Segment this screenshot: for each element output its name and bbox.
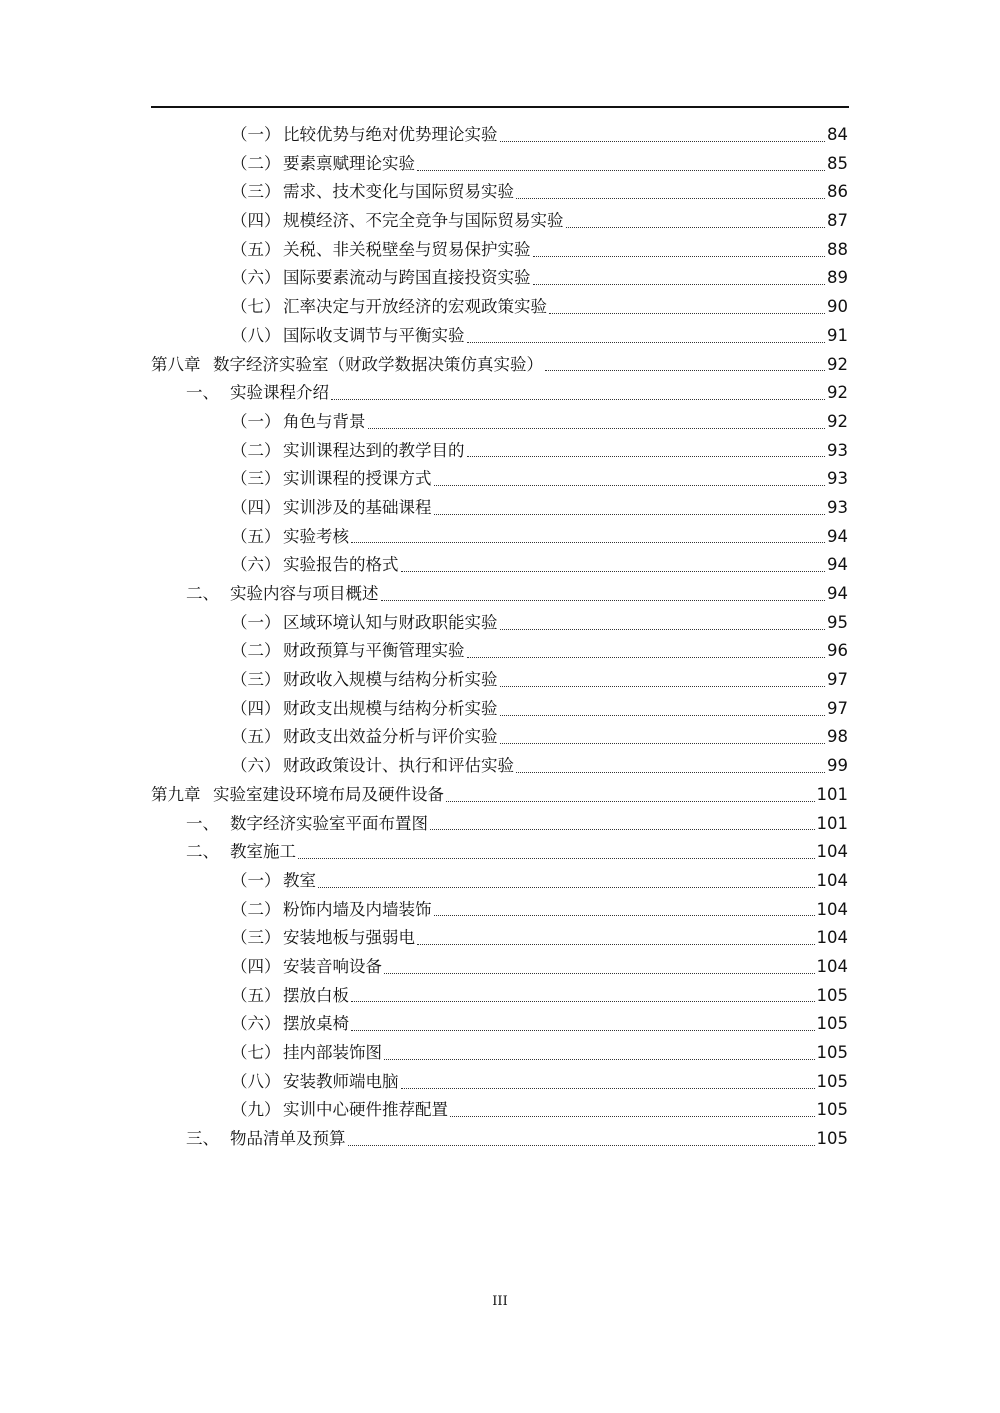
toc-entry-page: 105 [816,985,848,1005]
toc-entry[interactable] [151,121,848,150]
toc-entry-page: 104 [816,956,848,976]
toc-entry-title: 挂内部装饰图 [283,1043,382,1062]
toc-entry-page: 105 [816,1043,848,1062]
toc-entry[interactable] [151,178,848,207]
toc-entry-title: 物品清单及预算 [230,1129,346,1149]
toc-entry-number: （五） [231,239,281,259]
toc-dot-leader [533,284,826,285]
toc-entry[interactable] [151,580,848,609]
toc-entry[interactable] [151,379,848,408]
toc-dot-leader [500,686,826,687]
toc-entry[interactable] [151,1068,848,1097]
toc-entry-page: 92 [827,383,848,403]
toc-entry-page: 92 [827,354,848,374]
toc-dot-leader [381,600,826,601]
toc-dot-leader [500,715,826,716]
toc-entry-title: 摆放桌椅 [283,1014,349,1034]
toc-entry-page: 94 [827,526,848,546]
toc-dot-leader [533,256,826,257]
toc-entry-number: （一） [231,411,281,431]
toc-entry-title: 实训涉及的基础课程 [283,497,432,517]
toc-entry[interactable] [151,695,848,724]
toc-entry-number: （四） [231,698,281,718]
toc-entry-title: 财政收入规模与结构分析实验 [283,670,498,690]
toc-entry-number: （三） [231,182,281,202]
toc-entry[interactable] [151,723,848,752]
toc-entry-title: 实验报告的格式 [283,555,399,575]
toc-entry[interactable] [151,953,848,982]
toc-entry[interactable] [151,609,848,638]
toc-entry[interactable] [151,838,848,867]
toc-entry-title: 要素禀赋理论实验 [283,153,415,173]
toc-entry-title: 粉饰内墙及内墙装饰 [283,899,432,919]
toc-entry-title: 区域环境认知与财政职能实验 [283,612,498,632]
toc-dot-leader [467,657,826,658]
toc-entry-number: （八） [231,1071,281,1091]
toc-entry-number: （四） [231,956,281,976]
toc-dot-leader [351,542,825,543]
toc-entry[interactable] [151,322,848,351]
toc-entry-page: 104 [816,928,848,948]
toc-entry-title: 摆放白板 [283,985,349,1005]
toc-entry-number: 一、 [186,813,219,833]
toc-entry[interactable] [151,207,848,236]
toc-entry-page: 93 [827,469,848,489]
toc-entry-title: 安装教师端电脑 [283,1071,399,1091]
toc-entry-title: 安装地板与强弱电 [283,928,415,948]
toc-entry[interactable] [151,408,848,437]
toc-dot-leader [566,227,826,228]
toc-entry[interactable] [151,1010,848,1039]
toc-entry-title: 国际收支调节与平衡实验 [283,325,465,345]
toc-entry[interactable] [151,752,848,781]
toc-entry-page: 90 [827,297,848,317]
toc-entry-number: （一） [231,870,281,890]
toc-dot-leader [384,1059,815,1060]
toc-entry-number: （一） [231,612,281,632]
toc-entry-title: 国际要素流动与跨国直接投资实验 [283,268,531,288]
toc-entry-page: 93 [827,497,848,517]
toc-entry-title: 财政支出规模与结构分析实验 [283,698,498,718]
toc-entry-number: 第九章 [151,784,201,804]
toc-entry[interactable] [151,236,848,265]
toc-entry-number: 三、 [186,1129,219,1149]
toc-dot-leader [298,858,815,859]
toc-entry-title: 实验考核 [283,526,349,546]
toc-entry[interactable] [151,264,848,293]
toc-entry-title: 关税、非关税壁垒与贸易保护实验 [283,239,531,259]
toc-dot-leader [417,170,825,171]
toc-entry-page: 95 [827,612,848,632]
toc-entry-title: 需求、技术变化与国际贸易实验 [283,182,514,202]
toc-entry-number: （五） [231,727,281,747]
toc-entry-number: 二、 [186,842,219,862]
toc-dot-leader [467,342,826,343]
toc-entry-page: 105 [816,1071,848,1091]
toc-entry-page: 97 [827,670,848,690]
toc-dot-leader [516,772,825,773]
toc-entry-page: 96 [827,641,848,661]
toc-entry[interactable] [151,551,848,580]
toc-entry-title: 实训课程达到的教学目的 [283,440,465,460]
toc-entry-page: 88 [827,239,848,259]
toc-entry-title: 财政支出效益分析与评价实验 [283,727,498,747]
toc-entry-page: 101 [816,813,848,833]
toc-entry-title: 教室施工 [230,842,296,862]
table-of-contents [151,121,848,1154]
toc-entry[interactable] [151,637,848,666]
toc-entry-title: 实训中心硬件推荐配置 [283,1100,448,1120]
toc-entry-page: 89 [827,268,848,288]
toc-entry-number: （二） [231,641,281,661]
toc-dot-leader [549,313,825,314]
toc-entry-title: 实训课程的授课方式 [283,469,432,489]
toc-entry-page: 104 [816,899,848,919]
toc-dot-leader [450,1116,815,1117]
toc-entry[interactable] [151,494,848,523]
toc-entry[interactable] [151,1125,848,1154]
toc-entry-number: （二） [231,153,281,173]
toc-dot-leader [384,973,815,974]
toc-entry-number: （九） [231,1100,281,1120]
toc-entry-page: 97 [827,698,848,718]
toc-dot-leader [417,944,815,945]
toc-entry[interactable] [151,666,848,695]
toc-entry[interactable] [151,465,848,494]
toc-dot-leader [545,370,825,371]
toc-entry-title: 安装音响设备 [283,956,382,976]
toc-entry-title: 实验室建设环境布局及硬件设备 [213,784,444,804]
toc-entry-title: 比较优势与绝对优势理论实验 [283,125,498,144]
toc-entry-page: 104 [816,842,848,862]
toc-dot-leader [446,801,815,802]
toc-dot-leader [516,198,825,199]
toc-entry-title: 教室 [283,870,316,890]
toc-entry[interactable] [151,982,848,1011]
toc-dot-leader [434,915,815,916]
toc-entry-title: 数字经济实验室平面布置图 [230,813,428,833]
toc-entry[interactable] [151,293,848,322]
toc-entry-page: 86 [827,182,848,202]
toc-entry-page: 99 [827,756,848,776]
toc-entry-title: 财政预算与平衡管理实验 [283,641,465,661]
toc-entry-number: （四） [231,211,281,231]
toc-entry-title: 数字经济实验室（财政学数据决策仿真实验） [213,354,543,374]
toc-dot-leader [318,887,815,888]
toc-dot-leader [351,1001,815,1002]
toc-entry-number: （二） [231,899,281,919]
page-number: III [492,1294,508,1309]
toc-dot-leader [348,1145,815,1146]
toc-entry[interactable] [151,867,848,896]
toc-entry-number: （六） [231,555,281,575]
toc-entry-title: 实验内容与项目概述 [230,584,379,603]
toc-entry-number: （七） [231,297,281,317]
toc-entry[interactable] [151,1096,848,1125]
toc-entry[interactable] [151,437,848,466]
toc-entry-number: （四） [231,497,281,517]
toc-entry-page: 105 [816,1100,848,1120]
toc-entry-number: （一） [231,125,281,144]
toc-entry[interactable] [151,351,848,380]
toc-entry[interactable] [151,781,848,810]
toc-entry-number: 一、 [186,383,219,403]
toc-dot-leader [434,485,826,486]
toc-entry-number: （八） [231,325,281,345]
toc-entry[interactable] [151,924,848,953]
toc-entry-number: 第八章 [151,354,201,374]
toc-entry[interactable] [151,1039,848,1068]
toc-dot-leader [368,428,826,429]
toc-entry-page: 105 [816,1014,848,1034]
toc-entry[interactable] [151,150,848,179]
toc-entry-title: 财政政策设计、执行和评估实验 [283,756,514,776]
toc-dot-leader [434,514,826,515]
toc-dot-leader [500,743,826,744]
toc-entry-page: 94 [827,584,848,603]
toc-entry-title: 规模经济、不完全竞争与国际贸易实验 [283,211,564,231]
toc-dot-leader [331,399,825,400]
toc-entry-page: 98 [827,727,848,747]
toc-entry-page: 85 [827,153,848,173]
toc-dot-leader [401,1088,815,1089]
toc-entry[interactable] [151,810,848,839]
toc-entry-number: （五） [231,526,281,546]
toc-entry[interactable] [151,523,848,552]
toc-entry-number: （六） [231,756,281,776]
toc-entry-page: 104 [816,870,848,890]
toc-entry-number: （二） [231,440,281,460]
toc-entry-title: 实验课程介绍 [230,383,329,403]
toc-entry-number: （三） [231,670,281,690]
toc-entry-page: 105 [816,1129,848,1149]
toc-entry-number: （六） [231,268,281,288]
toc-dot-leader [401,571,826,572]
toc-entry-number: （六） [231,1014,281,1034]
toc-entry-number: （三） [231,928,281,948]
toc-dot-leader [351,1030,815,1031]
toc-entry-page: 92 [827,411,848,431]
toc-entry-page: 101 [816,784,848,804]
toc-entry-number: 二、 [186,584,219,603]
toc-entry-page: 91 [827,325,848,345]
toc-entry-page: 94 [827,555,848,575]
toc-entry-title: 汇率决定与开放经济的宏观政策实验 [283,297,547,317]
toc-dot-leader [430,829,815,830]
toc-entry-page: 87 [827,211,848,231]
toc-entry-number: （三） [231,469,281,489]
toc-entry-page: 84 [827,125,848,144]
toc-entry-number: （七） [231,1043,281,1062]
toc-dot-leader [500,629,826,630]
toc-entry-title: 角色与背景 [283,411,366,431]
header-rule [151,106,849,108]
toc-entry-number: （五） [231,985,281,1005]
toc-entry[interactable] [151,896,848,925]
toc-dot-leader [500,141,826,142]
toc-dot-leader [467,456,826,457]
toc-entry-page: 93 [827,440,848,460]
